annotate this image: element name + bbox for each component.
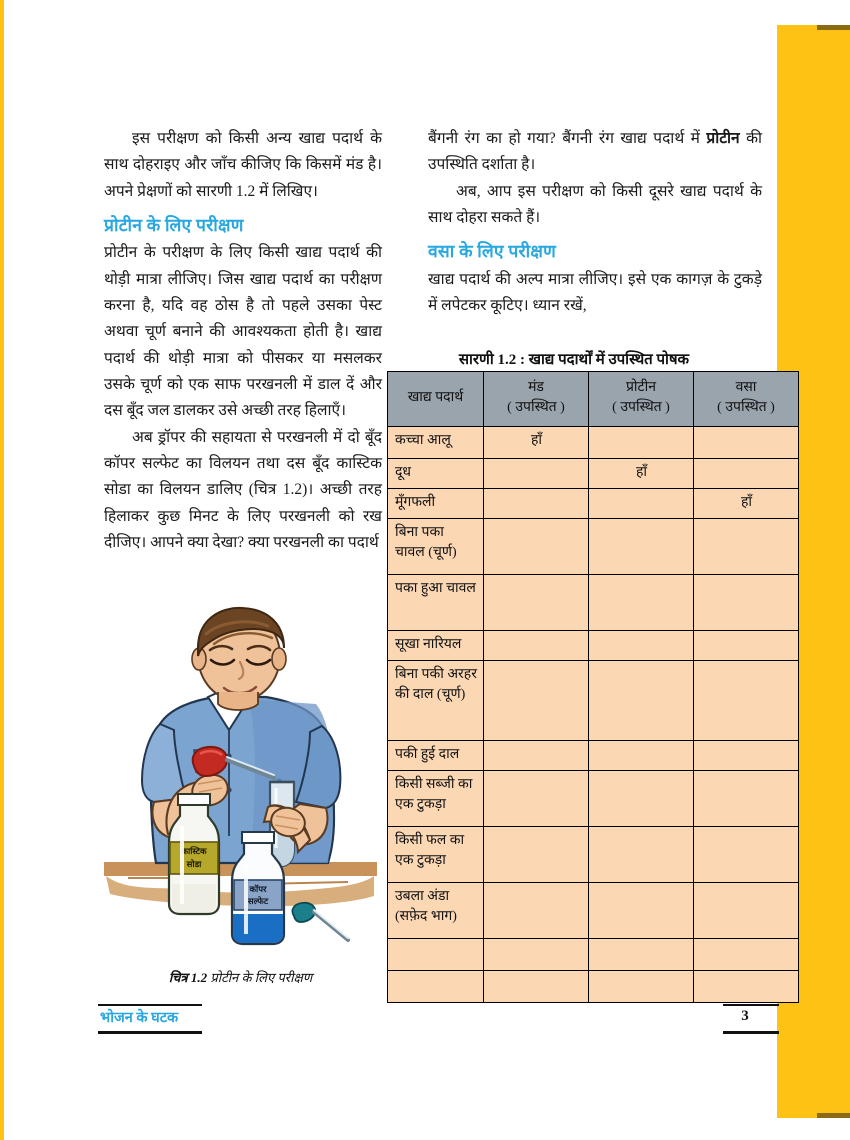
table-cell-protein[interactable] — [589, 660, 694, 740]
svg-text:सल्फेट: सल्फेट — [247, 896, 269, 906]
svg-text:सोडा: सोडा — [186, 859, 202, 869]
table-cell-fat[interactable] — [694, 882, 799, 938]
right-paragraph-1-part1: बैंगनी रंग का हो गया? बैंगनी रंग खाद्य पदार्थ में — [428, 130, 707, 147]
table-cell-fat[interactable] — [694, 518, 799, 574]
table-cell-fat[interactable] — [694, 970, 799, 1002]
table-cell-food[interactable]: पकी हुई दाल — [388, 740, 484, 770]
left-paragraph-3: अब ड्रॉपर की सहायता से परखनली में दो बूँद कॉपर सल्फेट का विलयन तथा दस बूँद कास्टिक सोडा का विलयन डालिए (चित्र 1.2)। अच्छी तरह हिलाकर कुछ मिनट के लिए परखनली को रख दीजिए। आपने क्या देखा? क्या परखनली का पदार्थ — [104, 428, 382, 552]
col-header-fat — [694, 372, 799, 427]
table-cell-protein[interactable] — [589, 574, 694, 630]
col-header-protein-line1: प्रोटीन — [625, 380, 657, 395]
table-cell-food[interactable] — [388, 938, 484, 970]
table-row — [388, 660, 799, 740]
table-cell-fat[interactable] — [694, 630, 799, 660]
table-cell-protein[interactable] — [589, 518, 694, 574]
nutrients-table — [387, 371, 799, 1003]
table-row — [388, 458, 799, 488]
figure-caption — [98, 968, 383, 986]
table-cell-starch[interactable] — [484, 882, 589, 938]
table-cell-food[interactable] — [388, 970, 484, 1002]
table-cell-protein[interactable] — [589, 826, 694, 882]
right-text-column — [428, 126, 762, 319]
table-row — [388, 826, 799, 882]
table-cell-fat[interactable] — [694, 660, 799, 740]
table-cell-starch[interactable] — [484, 770, 589, 826]
protein-keyword: प्रोटीन — [706, 130, 740, 147]
table-body — [388, 426, 799, 1002]
table-cell-fat[interactable] — [694, 740, 799, 770]
table-cell-protein[interactable]: हाँ — [589, 458, 694, 488]
table-cell-starch[interactable] — [484, 660, 589, 740]
col-header-fat-line1: वसा — [735, 380, 757, 395]
table-cell-protein[interactable] — [589, 938, 694, 970]
footer-right-rule-top — [723, 1004, 779, 1006]
table-cell-starch[interactable] — [484, 826, 589, 882]
footer-chapter-title: भोजन के घटक — [100, 1010, 179, 1026]
table-row — [388, 740, 799, 770]
table-cell-starch[interactable] — [484, 518, 589, 574]
table-cell-fat[interactable] — [694, 426, 799, 458]
table-cell-starch[interactable] — [484, 970, 589, 1002]
table-row — [388, 426, 799, 458]
table-cell-protein[interactable] — [589, 770, 694, 826]
table-cell-protein[interactable] — [589, 882, 694, 938]
col-header-food-line1: खाद्य पदार्थ — [407, 390, 464, 406]
table-cell-food[interactable]: कच्चा आलू — [388, 426, 484, 458]
table-caption: सारणी 1.2 : खाद्य पदार्थों में उपस्थित पोषक — [458, 352, 690, 368]
right-bar-bottom-cap — [817, 1113, 850, 1118]
table-header-row — [388, 372, 799, 427]
left-text-column — [104, 126, 382, 556]
table-cell-food[interactable]: किसी सब्जी का एक टुकड़ा — [388, 770, 484, 826]
right-paragraph-3: खाद्य पदार्थ की अल्प मात्रा लीजिए। इसे एक कागज़ के टुकड़े में लपेटकर कूटिए। ध्यान रखें, — [428, 270, 762, 314]
figure-caption-text: प्रोटीन के लिए परीक्षण — [210, 970, 313, 985]
table-cell-fat[interactable]: हाँ — [694, 488, 799, 518]
col-header-protein-line2: ( उपस्थित ) — [612, 400, 670, 416]
table-row — [388, 488, 799, 518]
figure-caption-label: चित्र 1.2 — [168, 970, 208, 985]
heading-fat-test: वसा के लिए परीक्षण — [428, 241, 556, 262]
table-row — [388, 938, 799, 970]
left-paragraph-2: प्रोटीन के परीक्षण के लिए किसी खाद्य पदार्थ की थोड़ी मात्रा लीजिए। जिस खाद्य पदार्थ का परीक्षण करना है, यदि वह ठोस है तो पहले उसका पेस्ट अथवा चूर्ण बनाने की आवश्यकता होती है। खाद्य पदार्थ की थोड़ी मात्रा को पीसकर या मसलकर उसके चूर्ण को एक साफ परखनली में डाल दें और दस बूँद जल डालकर उसे अच्छी तरह हिलाएँ। — [104, 244, 382, 420]
footer-left-rule-bottom — [98, 1031, 202, 1034]
col-header-fat-line2: ( उपस्थित ) — [717, 400, 775, 416]
table-cell-fat[interactable] — [694, 574, 799, 630]
table-cell-protein[interactable] — [589, 740, 694, 770]
figure-protein-test-illustration — [98, 604, 383, 956]
footer-right-rule-bottom — [723, 1031, 779, 1034]
table-cell-food[interactable]: दूध — [388, 458, 484, 488]
svg-text:कास्टिक: कास्टिक — [181, 846, 207, 856]
table-cell-food[interactable]: पका हुआ चावल — [388, 574, 484, 630]
col-header-food — [388, 372, 484, 427]
table-cell-starch[interactable] — [484, 458, 589, 488]
table-cell-food[interactable]: उबला अंडा (सफ़ेद भाग) — [388, 882, 484, 938]
table-cell-food[interactable]: बिना पकी अरहर की दाल (चूर्ण) — [388, 660, 484, 740]
table-cell-starch[interactable] — [484, 938, 589, 970]
table-cell-starch[interactable] — [484, 574, 589, 630]
table-cell-food[interactable]: किसी फल का एक टुकड़ा — [388, 826, 484, 882]
footer-left-rule-top — [98, 1004, 202, 1006]
col-header-starch-line1: मंड — [528, 380, 544, 395]
table-cell-starch[interactable] — [484, 488, 589, 518]
table-cell-protein[interactable] — [589, 970, 694, 1002]
table-cell-fat[interactable] — [694, 770, 799, 826]
col-header-protein — [589, 372, 694, 427]
boy-doing-protein-test-svg — [98, 604, 383, 956]
table-cell-fat[interactable] — [694, 826, 799, 882]
left-paragraph-1: इस परीक्षण को किसी अन्य खाद्य पदार्थ के साथ दोहराइए और जाँच कीजिए कि किसमें मंड है। अपने प्रेक्षणों को सारणी 1.2 में लिखिए। — [104, 130, 382, 200]
right-paragraph-1-part2: की उपस्थिति दर्शाता है। — [428, 130, 762, 174]
table-cell-food[interactable]: सूखा नारियल — [388, 630, 484, 660]
right-paragraph-2: अब, आप इस परीक्षण को किसी दूसरे खाद्य पदार्थ के साथ दोहरा सकते हैं। — [428, 182, 762, 227]
table-cell-fat[interactable] — [694, 938, 799, 970]
table-cell-fat[interactable] — [694, 458, 799, 488]
table-cell-protein[interactable] — [589, 426, 694, 458]
table-row — [388, 518, 799, 574]
col-header-starch-line2: ( उपस्थित ) — [507, 400, 565, 416]
table-cell-protein[interactable] — [589, 630, 694, 660]
table-cell-protein[interactable] — [589, 488, 694, 518]
right-paragraph-1 — [428, 126, 762, 179]
table-cell-starch[interactable]: हाँ — [484, 426, 589, 458]
table-row — [388, 882, 799, 938]
table-head — [388, 372, 799, 427]
table-row — [388, 574, 799, 630]
table-row — [388, 630, 799, 660]
table-row — [388, 970, 799, 1002]
svg-text:कॉपर: कॉपर — [249, 884, 267, 894]
table-row — [388, 770, 799, 826]
col-header-starch — [484, 372, 589, 427]
page-number: 3 — [741, 1008, 749, 1024]
table-cell-starch[interactable] — [484, 630, 589, 660]
table-cell-starch[interactable] — [484, 740, 589, 770]
table-cell-food[interactable]: मूँगफली — [388, 488, 484, 518]
heading-protein-test: प्रोटीन के लिए परीक्षण — [104, 215, 244, 236]
left-edge-accent-strip — [0, 0, 4, 1140]
table-cell-food[interactable]: बिना पका चावल (चूर्ण) — [388, 518, 484, 574]
right-bar-top-cap — [817, 25, 850, 30]
